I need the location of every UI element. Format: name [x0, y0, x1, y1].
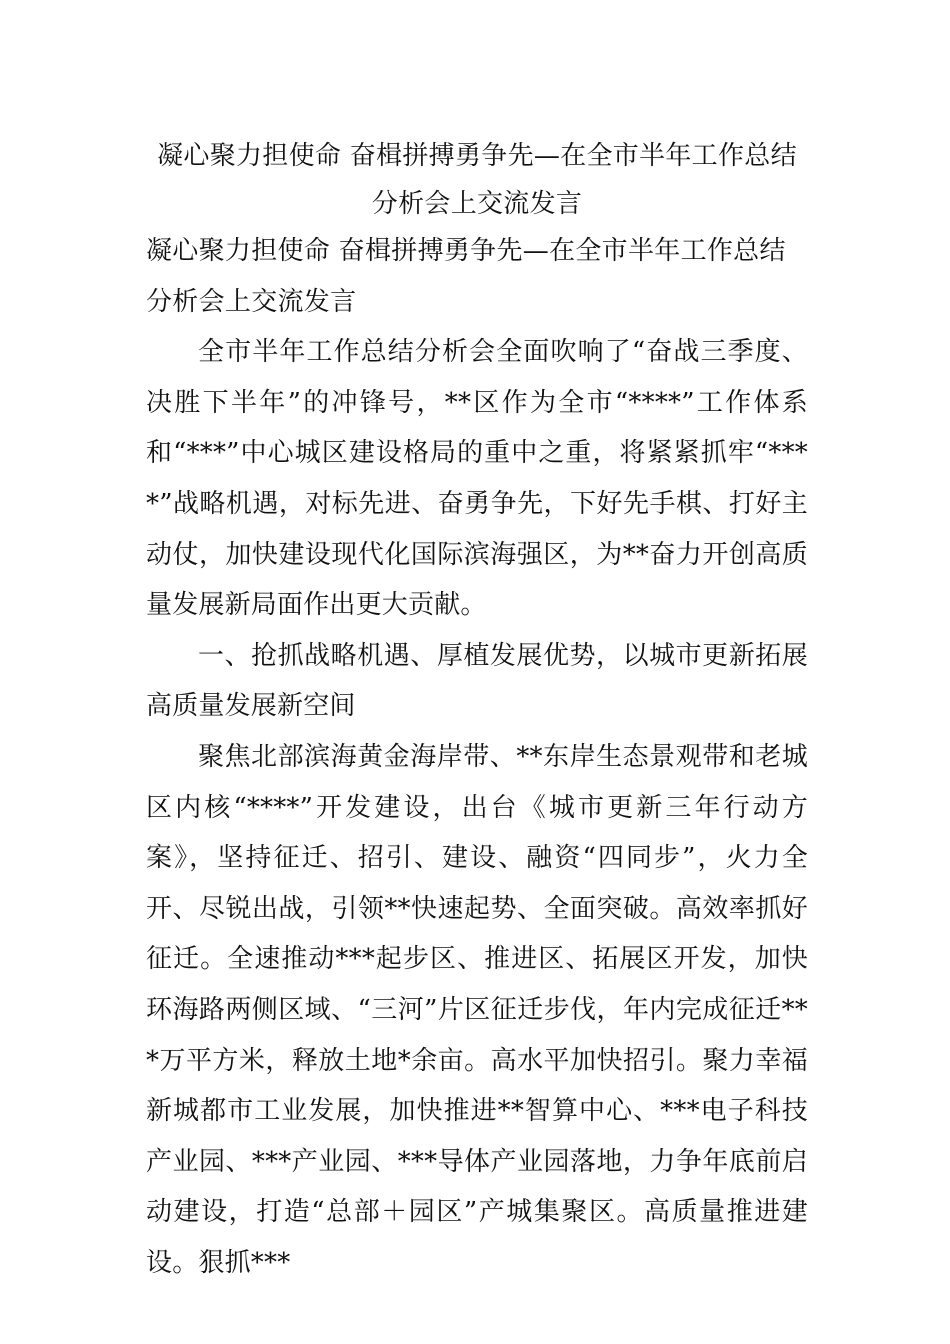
paragraph-intro: 全市半年工作总结分析会全面吹响了“奋战三季度、决胜下半年”的冲锋号，**区作为全市“****”工作体系和“***”中心城区建设格局的重中之重，将紧紧抓牢“****”战略机遇，对标先进、奋勇争先，下好先手棋、打好主动仗，加快建设现代化国际滨海强区，为**奋力开创高质量发展新局面作出更大贡献。: [146, 337, 808, 621]
section-heading-1: 一、抢抓战略机遇、厚植发展优势，以城市更新拓展高质量发展新空间: [146, 640, 808, 722]
document-subtitle: 凝心聚力担使命 奋楫拼搏勇争先—在全市半年工作总结分析会上交流发言: [146, 236, 786, 317]
document-body: [146, 226, 808, 1288]
document-title: 凝心聚力担使命 奋楫拼搏勇争先—在全市半年工作总结分析会上交流发言: [157, 141, 797, 219]
paragraph-section-1: 聚焦北部滨海黄金海岸带、**东岸生态景观带和老城区内核“****”开发建设，出台《城市更新三年行动方案》，坚持征迁、招引、建设、融资“四同步”，火力全开、尽锐出战，引领**快速起势、全面突破。高效率抓好征迁。全速推动***起步区、推进区、拓展区开发，加快环海路两侧区域、“三河”片区征迁步伐，年内完成征迁***万平方米，释放土地*余亩。高水平加快招引。聚力幸福新城都市工业发展，加快推进**智算中心、***电子科技产业园、***产业园、***导体产业园落地，力争年底前启动建设，打造“总部＋园区”产城集聚区。高质量推进建设。狠抓***: [146, 741, 808, 1278]
